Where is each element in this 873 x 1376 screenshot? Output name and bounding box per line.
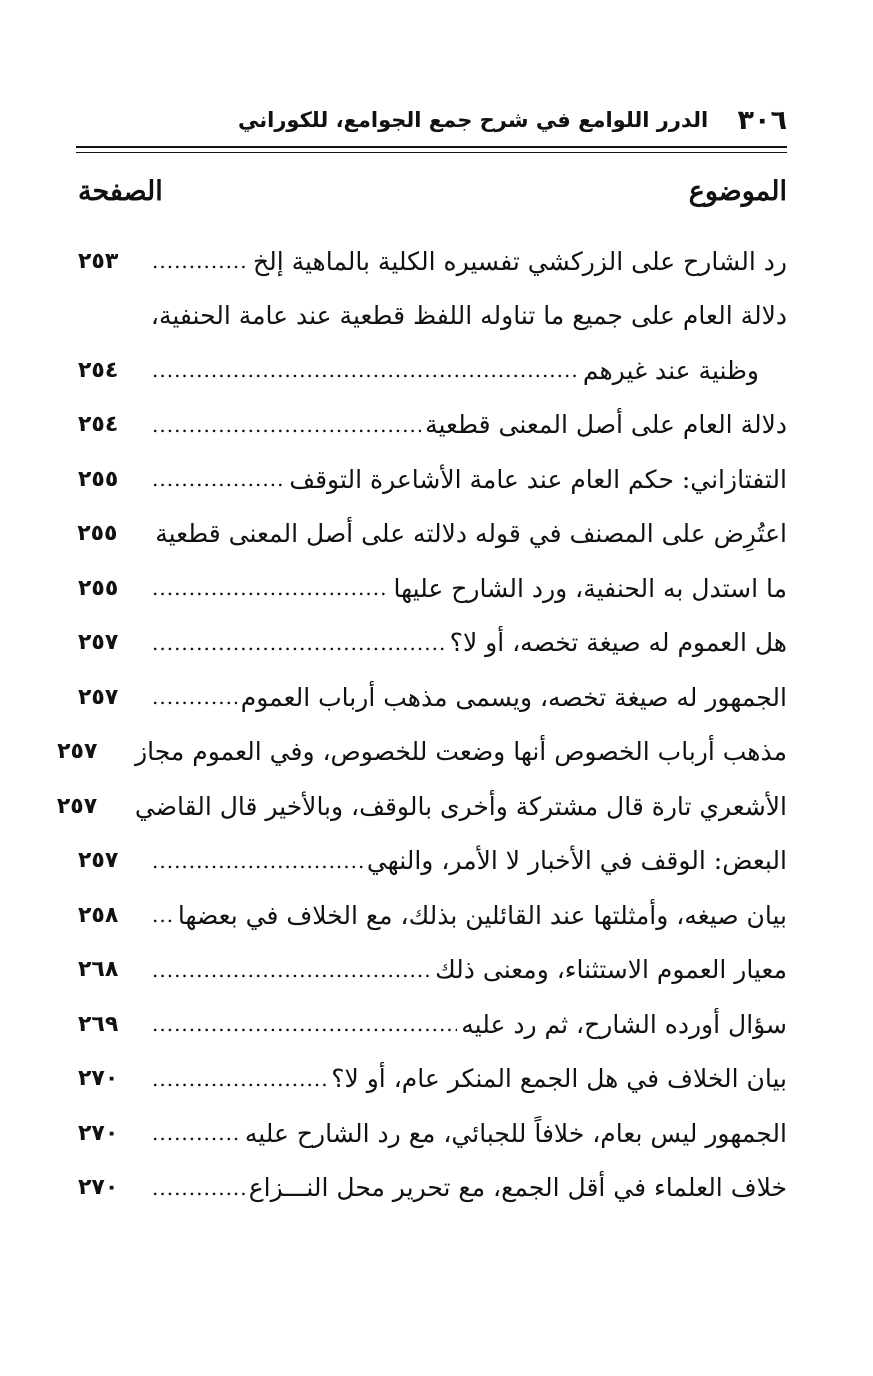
- toc-entry-topic: ما استدل به الحنفية، ورد الشارح عليها: [393, 573, 787, 603]
- toc-entry-page: ٢٧٠: [78, 1175, 119, 1201]
- toc-entry: [78, 997, 787, 1052]
- toc-entry: [78, 670, 787, 725]
- toc-entry-page: ٢٥٣: [78, 248, 119, 274]
- toc-entry: [78, 888, 787, 943]
- toc-entry-page: ٢٧٠: [78, 1066, 119, 1092]
- toc-entry-page: ٢٥٨: [78, 902, 119, 928]
- toc-entry-topic: الأشعري تارة قال مشتركة وأخرى بالوقف، وبالأخير قال القاضي: [134, 791, 787, 821]
- toc-entry-page: ٢٥٧: [78, 848, 119, 874]
- toc-entry-page: ٢٥٧: [57, 739, 98, 765]
- leader-dots: [152, 687, 237, 707]
- leader-dots: [152, 1123, 241, 1143]
- toc-entry-topic: سؤال أورده الشارح، ثم رد عليه: [461, 1009, 787, 1039]
- toc-entry-page: ٢٥٧: [78, 630, 119, 656]
- toc-entry: [78, 1052, 787, 1107]
- toc-entry-topic: معيار العموم الاستثناء، ومعنى ذلك: [435, 955, 787, 985]
- header-rule-thin: [76, 152, 787, 153]
- column-headings: [78, 166, 787, 216]
- toc-entry-page: ٢٥٧: [78, 684, 119, 710]
- leader-dots: [152, 578, 389, 598]
- toc-entry-page: ٢٦٩: [78, 1011, 119, 1037]
- toc-entry: [78, 234, 787, 289]
- leader-dots: [152, 1178, 245, 1198]
- toc-entry-topic: البعض: الوقف في الأخبار لا الأمر، والنهي: [366, 846, 787, 876]
- table-of-contents: [56, 234, 787, 1215]
- leader-dots: [152, 251, 249, 271]
- toc-entry-page: ٢٥٧: [56, 793, 98, 819]
- toc-entry: [78, 616, 787, 671]
- toc-entry-topic: مذهب أرباب الخصوص أنها وضعت للخصوص، وفي العموم مجاز: [135, 737, 787, 767]
- toc-entry-topic: بيان صيغه، وأمثلتها عند القائلين بذلك، مع الخلاف في بعضها: [177, 900, 787, 930]
- toc-entry: [78, 943, 787, 998]
- book-title: الدرر اللوامع في شرح جمع الجوامع، للكوراني: [238, 108, 709, 132]
- toc-entry-page: ٢٥٥: [78, 466, 119, 492]
- toc-entry: [56, 779, 787, 834]
- toc-entry: [78, 834, 787, 889]
- toc-entry-continuation: [78, 343, 787, 398]
- toc-entry: [57, 725, 787, 780]
- topic-column-heading: الموضوع: [688, 175, 787, 207]
- toc-entry-page: ٢٥٥: [77, 521, 118, 547]
- leader-dots: [152, 469, 285, 489]
- header-rule-thick: [76, 146, 787, 148]
- toc-entry-topic: الجمهور له صيغة تخصه، ويسمى مذهب أرباب العموم: [240, 682, 787, 712]
- toc-entry-page: ٢٥٤: [78, 357, 119, 383]
- page-column-heading: الصفحة: [78, 175, 163, 207]
- leader-dots: [152, 415, 421, 435]
- toc-entry-topic: رد الشارح على الزركشي تفسيره الكلية بالماهية إلخ: [252, 246, 787, 276]
- toc-entry: [78, 561, 787, 616]
- leader-dots: [152, 360, 579, 380]
- toc-entry-page: ٢٥٤: [78, 412, 119, 438]
- leader-dots: [152, 905, 174, 925]
- leader-dots: [152, 1069, 327, 1089]
- toc-entry-topic: الجمهور ليس بعام، خلافاً للجبائي، مع رد الشارح عليه: [244, 1118, 787, 1148]
- toc-entry-page: ٢٧٠: [78, 1120, 119, 1146]
- leader-dots: [152, 851, 363, 871]
- toc-entry-topic: خلاف العلماء في أقل الجمع، مع تحرير محل النـــزاع: [248, 1173, 787, 1203]
- toc-entry-topic: اعتُرِض على المصنف في قوله دلالته على أصل المعنى قطعية: [155, 519, 787, 549]
- toc-entry-topic: دلالة العام على جميع ما تناوله اللفظ قطعية عند عامة الحنفية،: [150, 301, 787, 331]
- toc-entry-topic: وظنية عند غيرهم: [582, 355, 759, 385]
- toc-entry-topic: بيان الخلاف في هل الجمع المنكر عام، أو لا؟: [331, 1064, 787, 1094]
- toc-entry: [78, 507, 787, 562]
- toc-entry: [78, 452, 787, 507]
- toc-entry: [78, 1106, 787, 1161]
- toc-entry: [78, 1161, 787, 1216]
- toc-entry-topic: هل العموم له صيغة تخصه، أو لا؟: [449, 628, 787, 658]
- toc-entry-page: ٢٦٨: [78, 957, 119, 983]
- leader-dots: [152, 1014, 457, 1034]
- toc-entry-page: ٢٥٥: [78, 575, 119, 601]
- toc-entry-topic: التفتازاني: حكم العام عند عامة الأشاعرة التوقف: [289, 464, 787, 494]
- toc-entry: [78, 289, 787, 344]
- toc-entry: [78, 398, 787, 453]
- toc-entry-topic: دلالة العام على أصل المعنى قطعية: [425, 410, 787, 440]
- leader-dots: [152, 960, 431, 980]
- page-number: ٣٠٦: [737, 104, 787, 136]
- leader-dots: [152, 633, 446, 653]
- running-head: [78, 100, 787, 140]
